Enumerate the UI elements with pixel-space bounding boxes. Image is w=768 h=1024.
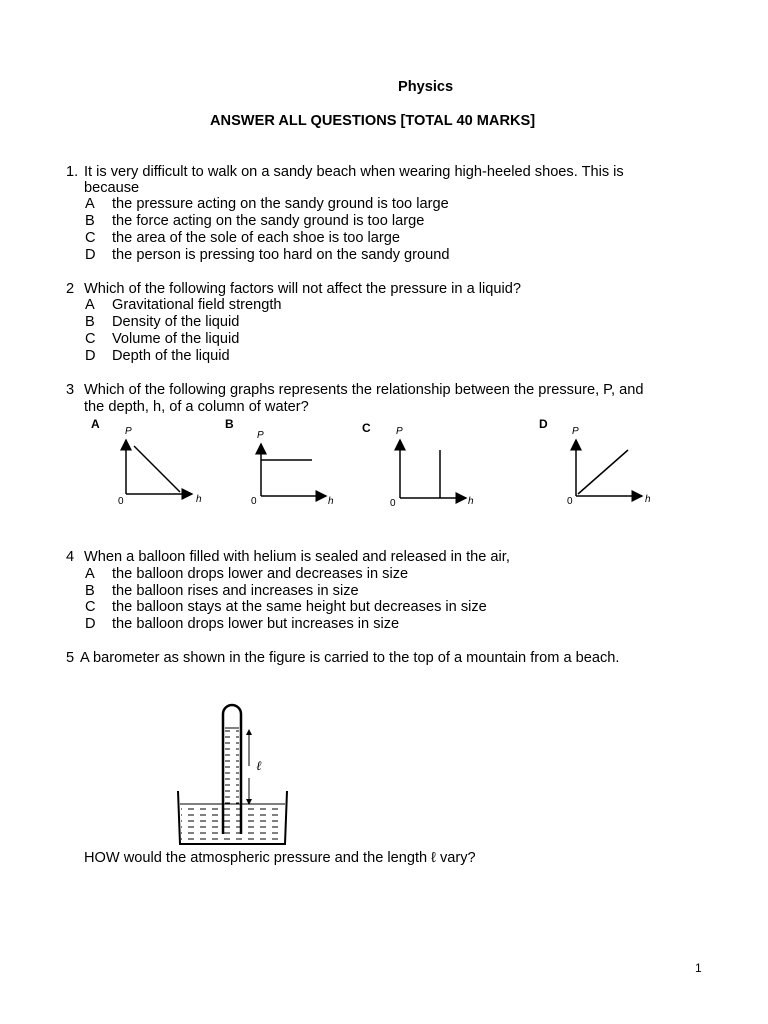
question-number: 5 — [66, 650, 75, 666]
tube-mercury — [225, 728, 239, 834]
graph-label: C — [362, 421, 371, 435]
page-number: 1 — [695, 961, 702, 975]
option-letter: D — [85, 247, 96, 263]
barometer-figure — [175, 686, 295, 846]
option-b — [0, 314, 700, 331]
option-letter: A — [85, 297, 95, 313]
question-number: 4 — [66, 549, 75, 565]
question-stem: Which of the following factors will not affect the pressure in a liquid? — [84, 281, 521, 297]
y-axis-label: P — [572, 426, 579, 437]
graph-a — [91, 417, 202, 507]
question-number: 2 — [66, 281, 75, 297]
question-number: 3 — [66, 382, 75, 398]
graph-curve — [578, 450, 628, 494]
option-b — [0, 583, 700, 600]
x-axis-label: h — [328, 496, 334, 507]
x-axis-label: h — [468, 496, 474, 507]
option-text: Volume of the liquid — [112, 331, 240, 347]
option-text: Density of the liquid — [112, 314, 240, 330]
option-letter: A — [85, 196, 95, 212]
option-text: the force acting on the sandy ground is too large — [112, 213, 425, 229]
question-stem-continued: because — [84, 180, 140, 196]
graph-b — [225, 417, 334, 507]
option-text: the pressure acting on the sandy ground is too large — [112, 196, 449, 212]
option-letter: B — [85, 314, 95, 330]
y-axis-label: P — [396, 426, 403, 437]
option-letter: C — [85, 230, 96, 246]
option-d — [0, 348, 700, 365]
option-text: Depth of the liquid — [112, 348, 230, 364]
option-c — [0, 331, 700, 348]
origin-label: 0 — [251, 496, 257, 507]
question-stem-continued: the depth, h, of a column of water? — [84, 399, 309, 415]
option-letter: D — [85, 348, 96, 364]
question-number: 1. — [66, 164, 79, 180]
y-axis-label: P — [125, 426, 132, 437]
option-letter: A — [85, 566, 95, 582]
graph-c — [362, 421, 474, 509]
question-stem: When a balloon filled with helium is sealed and released in the air, — [84, 549, 510, 565]
x-axis-label: h — [196, 494, 202, 505]
option-letter: D — [85, 616, 96, 632]
origin-label: 0 — [390, 498, 396, 509]
barometer-diagram — [175, 686, 295, 846]
page-subject: Physics — [398, 79, 454, 95]
option-a — [0, 566, 700, 583]
graph-curve — [134, 446, 180, 492]
option-b — [0, 213, 700, 230]
x-axis-label: h — [645, 494, 651, 505]
option-d — [0, 247, 700, 264]
option-text: the balloon rises and increases in size — [112, 583, 359, 599]
y-axis-label: P — [257, 430, 264, 441]
graph-label: D — [539, 417, 548, 431]
option-text: the balloon drops lower but increases in size — [112, 616, 400, 632]
option-a — [0, 297, 700, 314]
option-letter: B — [85, 583, 95, 599]
origin-label: 0 — [567, 496, 573, 507]
graph-label: B — [225, 417, 234, 431]
option-text: Gravitational field strength — [112, 297, 282, 313]
option-c — [0, 599, 700, 616]
option-text: the balloon drops lower and decreases in size — [112, 566, 409, 582]
graphs-figure — [82, 408, 689, 518]
origin-label: 0 — [118, 496, 124, 507]
option-letter: B — [85, 213, 95, 229]
exam-instruction: ANSWER ALL QUESTIONS [TOTAL 40 MARKS] — [210, 113, 536, 129]
graph-label: A — [91, 417, 100, 431]
question-follow-up: HOW would the atmospheric pressure and the length ℓ vary? — [84, 850, 476, 866]
graph-options — [82, 408, 689, 518]
graph-d — [539, 417, 651, 507]
option-letter: C — [85, 599, 96, 615]
length-label: ℓ — [256, 758, 262, 773]
option-text: the balloon stays at the same height but decreases in size — [112, 599, 487, 615]
option-text: the person is pressing too hard on the sandy ground — [112, 247, 450, 263]
question-stem: Which of the following graphs represents the relationship between the pressure, P, and — [84, 382, 644, 398]
question-stem: It is very difficult to walk on a sandy beach when wearing high-heeled shoes. This is — [84, 164, 624, 180]
option-a — [0, 196, 700, 213]
question-stem: A barometer as shown in the figure is carried to the top of a mountain from a beach. — [80, 650, 620, 666]
option-text: the area of the sole of each shoe is too large — [112, 230, 401, 246]
option-c — [0, 230, 700, 247]
option-d — [0, 616, 700, 633]
option-letter: C — [85, 331, 96, 347]
